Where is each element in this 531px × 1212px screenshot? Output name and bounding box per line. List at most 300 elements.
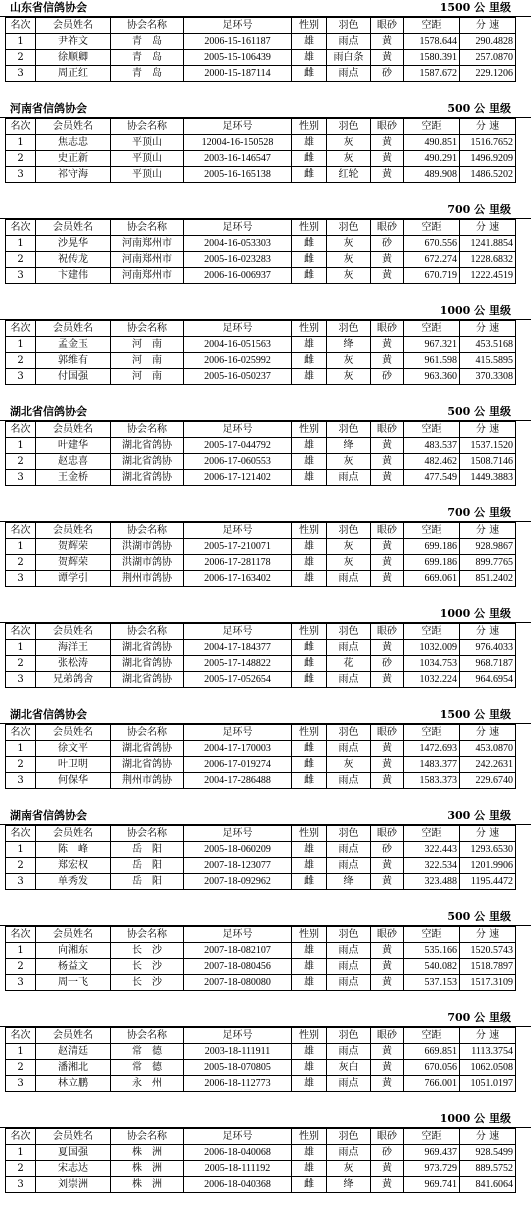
cell-color: 灰 xyxy=(327,369,371,385)
column-header-ring-number: 足环号 xyxy=(184,119,292,135)
cell-color: 红轮 xyxy=(327,167,371,183)
column-header-member-name: 会员姓名 xyxy=(36,1028,111,1044)
cell-eye: 黄 xyxy=(371,1177,404,1193)
cell-distance: 1032.224 xyxy=(404,672,460,688)
cell-rank: 1 xyxy=(6,842,36,858)
column-header-speed: 分 速 xyxy=(460,725,516,741)
cell-sex: 雌 xyxy=(292,874,327,890)
cell-ring-number: 2006-17-281178 xyxy=(184,555,292,571)
table-header-row xyxy=(6,1028,516,1044)
cell-speed: 1113.3754 xyxy=(460,1044,516,1060)
column-header-speed: 分 速 xyxy=(460,220,516,236)
cell-color: 灰 xyxy=(327,555,371,571)
cell-color: 灰 xyxy=(327,151,371,167)
column-header-distance: 空距 xyxy=(404,119,460,135)
table-row xyxy=(6,66,516,82)
column-header-eye: 眼砂 xyxy=(371,1028,404,1044)
table-row xyxy=(6,135,516,151)
column-header-member-name: 会员姓名 xyxy=(36,220,111,236)
cell-speed: 415.5895 xyxy=(460,353,516,369)
cell-sex: 雄 xyxy=(292,135,327,151)
cell-distance: 973.729 xyxy=(404,1161,460,1177)
column-header-distance: 空距 xyxy=(404,523,460,539)
cell-member-name: 谭学引 xyxy=(36,571,111,587)
cell-member-name: 祝传龙 xyxy=(36,252,111,268)
distance-class: 1000 公 里级 xyxy=(439,607,511,620)
column-header-color: 羽色 xyxy=(327,422,371,438)
cell-eye: 黄 xyxy=(371,268,404,284)
cell-color: 雨点 xyxy=(327,858,371,874)
cell-sex: 雌 xyxy=(292,268,327,284)
cell-color: 雨点 xyxy=(327,34,371,50)
cell-sex: 雄 xyxy=(292,571,327,587)
result-section xyxy=(0,1111,531,1212)
cell-rank: 2 xyxy=(6,757,36,773)
column-header-ring-number: 足环号 xyxy=(184,725,292,741)
cell-eye: 黄 xyxy=(371,337,404,353)
cell-speed: 1520.5743 xyxy=(460,943,516,959)
cell-club: 青 岛 xyxy=(111,34,184,50)
cell-color: 雨点 xyxy=(327,959,371,975)
section-header xyxy=(0,303,531,320)
cell-speed: 370.3308 xyxy=(460,369,516,385)
distance-class: 500 公 里级 xyxy=(447,102,511,115)
distance-class: 300 公 里级 xyxy=(447,809,511,822)
cell-distance: 969.437 xyxy=(404,1145,460,1161)
column-header-member-name: 会员姓名 xyxy=(36,321,111,337)
cell-speed: 928.5499 xyxy=(460,1145,516,1161)
results-table xyxy=(5,522,516,587)
cell-distance: 489.908 xyxy=(404,167,460,183)
cell-distance: 322.443 xyxy=(404,842,460,858)
cell-speed: 1516.7652 xyxy=(460,135,516,151)
column-header-member-name: 会员姓名 xyxy=(36,927,111,943)
column-header-rank: 名次 xyxy=(6,725,36,741)
column-header-club: 协会名称 xyxy=(111,1028,184,1044)
section-header xyxy=(0,505,531,522)
cell-sex: 雄 xyxy=(292,1161,327,1177)
cell-eye: 黄 xyxy=(371,135,404,151)
table-row xyxy=(6,672,516,688)
cell-rank: 2 xyxy=(6,656,36,672)
cell-rank: 3 xyxy=(6,66,36,82)
cell-member-name: 潘湘北 xyxy=(36,1060,111,1076)
cell-distance: 1483.377 xyxy=(404,757,460,773)
cell-distance: 670.719 xyxy=(404,268,460,284)
cell-speed: 1537.1520 xyxy=(460,438,516,454)
cell-club: 湖北省鸽协 xyxy=(111,454,184,470)
table-row xyxy=(6,337,516,353)
cell-eye: 黄 xyxy=(371,438,404,454)
cell-member-name: 林立鹏 xyxy=(36,1076,111,1092)
distance-class: 1000 公 里级 xyxy=(439,1112,511,1125)
cell-ring-number: 2006-15-161187 xyxy=(184,34,292,50)
cell-rank: 3 xyxy=(6,369,36,385)
column-header-color: 羽色 xyxy=(327,321,371,337)
cell-rank: 1 xyxy=(6,1044,36,1060)
cell-speed: 851.2402 xyxy=(460,571,516,587)
cell-eye: 黄 xyxy=(371,943,404,959)
column-header-club: 协会名称 xyxy=(111,422,184,438)
cell-ring-number: 2006-16-006937 xyxy=(184,268,292,284)
cell-sex: 雄 xyxy=(292,858,327,874)
results-table xyxy=(5,1128,516,1193)
cell-rank: 1 xyxy=(6,236,36,252)
cell-club: 湖北省鸽协 xyxy=(111,672,184,688)
cell-ring-number: 2005-15-106439 xyxy=(184,50,292,66)
column-header-rank: 名次 xyxy=(6,18,36,34)
cell-distance: 699.186 xyxy=(404,555,460,571)
column-header-distance: 空距 xyxy=(404,1129,460,1145)
table-row xyxy=(6,640,516,656)
cell-club: 株 洲 xyxy=(111,1177,184,1193)
table-row xyxy=(6,656,516,672)
result-section xyxy=(0,404,531,505)
table-header-row xyxy=(6,624,516,640)
cell-member-name: 夏国强 xyxy=(36,1145,111,1161)
cell-ring-number: 2005-16-023283 xyxy=(184,252,292,268)
cell-distance: 1034.753 xyxy=(404,656,460,672)
cell-rank: 1 xyxy=(6,741,36,757)
cell-distance: 1587.672 xyxy=(404,66,460,82)
column-header-distance: 空距 xyxy=(404,18,460,34)
column-header-rank: 名次 xyxy=(6,826,36,842)
cell-speed: 1241.8854 xyxy=(460,236,516,252)
column-header-eye: 眼砂 xyxy=(371,523,404,539)
cell-ring-number: 2005-17-210071 xyxy=(184,539,292,555)
cell-club: 河南郑州市 xyxy=(111,268,184,284)
column-header-club: 协会名称 xyxy=(111,220,184,236)
table-header-row xyxy=(6,927,516,943)
cell-speed: 1062.0508 xyxy=(460,1060,516,1076)
cell-eye: 黄 xyxy=(371,1161,404,1177)
cell-distance: 1032.009 xyxy=(404,640,460,656)
column-header-sex: 性别 xyxy=(292,321,327,337)
table-row xyxy=(6,858,516,874)
column-header-sex: 性别 xyxy=(292,1028,327,1044)
cell-member-name: 叶卫明 xyxy=(36,757,111,773)
cell-eye: 黄 xyxy=(371,757,404,773)
cell-member-name: 卞建伟 xyxy=(36,268,111,284)
cell-club: 湖北省鸽协 xyxy=(111,470,184,486)
cell-club: 湖北省鸽协 xyxy=(111,640,184,656)
table-header-row xyxy=(6,422,516,438)
cell-sex: 雄 xyxy=(292,1076,327,1092)
column-header-speed: 分 速 xyxy=(460,624,516,640)
cell-eye: 黄 xyxy=(371,1076,404,1092)
results-table xyxy=(5,623,516,688)
column-header-speed: 分 速 xyxy=(460,523,516,539)
cell-sex: 雌 xyxy=(292,741,327,757)
column-header-rank: 名次 xyxy=(6,220,36,236)
cell-distance: 490.851 xyxy=(404,135,460,151)
cell-club: 长 沙 xyxy=(111,943,184,959)
cell-rank: 3 xyxy=(6,773,36,789)
result-section xyxy=(0,606,531,707)
column-header-ring-number: 足环号 xyxy=(184,624,292,640)
cell-speed: 1496.9209 xyxy=(460,151,516,167)
cell-rank: 3 xyxy=(6,1177,36,1193)
cell-member-name: 周一飞 xyxy=(36,975,111,991)
column-header-eye: 眼砂 xyxy=(371,18,404,34)
column-header-rank: 名次 xyxy=(6,927,36,943)
cell-sex: 雌 xyxy=(292,640,327,656)
column-header-club: 协会名称 xyxy=(111,624,184,640)
cell-color: 灰 xyxy=(327,135,371,151)
cell-distance: 490.291 xyxy=(404,151,460,167)
section-header xyxy=(0,606,531,623)
section-header xyxy=(0,1111,531,1128)
table-row xyxy=(6,874,516,890)
column-header-distance: 空距 xyxy=(404,624,460,640)
distance-class: 700 公 里级 xyxy=(447,203,511,216)
cell-distance: 540.082 xyxy=(404,959,460,975)
cell-eye: 黄 xyxy=(371,34,404,50)
cell-ring-number: 2000-15-187114 xyxy=(184,66,292,82)
column-header-sex: 性别 xyxy=(292,826,327,842)
cell-speed: 1293.6530 xyxy=(460,842,516,858)
cell-member-name: 宋志达 xyxy=(36,1161,111,1177)
cell-rank: 2 xyxy=(6,555,36,571)
cell-member-name: 焦志忠 xyxy=(36,135,111,151)
cell-ring-number: 2005-18-111192 xyxy=(184,1161,292,1177)
cell-sex: 雄 xyxy=(292,438,327,454)
column-header-color: 羽色 xyxy=(327,1028,371,1044)
cell-eye: 黄 xyxy=(371,454,404,470)
table-row xyxy=(6,959,516,975)
cell-member-name: 徐文平 xyxy=(36,741,111,757)
cell-sex: 雄 xyxy=(292,1060,327,1076)
result-section xyxy=(0,505,531,606)
table-row xyxy=(6,975,516,991)
result-section xyxy=(0,1010,531,1111)
cell-member-name: 单秀发 xyxy=(36,874,111,890)
column-header-club: 协会名称 xyxy=(111,119,184,135)
cell-club: 河 南 xyxy=(111,337,184,353)
cell-club: 长 沙 xyxy=(111,975,184,991)
table-row xyxy=(6,470,516,486)
cell-rank: 2 xyxy=(6,252,36,268)
cell-eye: 砂 xyxy=(371,842,404,858)
table-row xyxy=(6,773,516,789)
cell-member-name: 贺辉荣 xyxy=(36,539,111,555)
table-header-row xyxy=(6,18,516,34)
cell-sex: 雌 xyxy=(292,656,327,672)
cell-rank: 1 xyxy=(6,640,36,656)
cell-eye: 黄 xyxy=(371,741,404,757)
cell-eye: 黄 xyxy=(371,555,404,571)
column-header-eye: 眼砂 xyxy=(371,927,404,943)
cell-speed: 968.7187 xyxy=(460,656,516,672)
cell-member-name: 周正红 xyxy=(36,66,111,82)
cell-color: 绛 xyxy=(327,337,371,353)
cell-eye: 砂 xyxy=(371,1145,404,1161)
column-header-club: 协会名称 xyxy=(111,18,184,34)
cell-color: 灰白 xyxy=(327,1060,371,1076)
cell-eye: 砂 xyxy=(371,369,404,385)
cell-eye: 黄 xyxy=(371,50,404,66)
column-header-sex: 性别 xyxy=(292,422,327,438)
cell-sex: 雌 xyxy=(292,252,327,268)
column-header-distance: 空距 xyxy=(404,927,460,943)
cell-ring-number: 2007-18-082107 xyxy=(184,943,292,959)
cell-speed: 964.6954 xyxy=(460,672,516,688)
section-header xyxy=(0,202,531,219)
cell-eye: 黄 xyxy=(371,470,404,486)
cell-rank: 1 xyxy=(6,539,36,555)
cell-color: 灰 xyxy=(327,236,371,252)
cell-sex: 雌 xyxy=(292,757,327,773)
results-table xyxy=(5,118,516,183)
cell-speed: 229.6740 xyxy=(460,773,516,789)
table-header-row xyxy=(6,826,516,842)
cell-color: 雨点 xyxy=(327,943,371,959)
table-row xyxy=(6,236,516,252)
cell-rank: 3 xyxy=(6,672,36,688)
cell-club: 河南郑州市 xyxy=(111,236,184,252)
column-header-color: 羽色 xyxy=(327,523,371,539)
cell-ring-number: 12004-16-150528 xyxy=(184,135,292,151)
cell-distance: 967.321 xyxy=(404,337,460,353)
cell-rank: 3 xyxy=(6,268,36,284)
table-row xyxy=(6,1076,516,1092)
cell-member-name: 尹祚文 xyxy=(36,34,111,50)
cell-sex: 雌 xyxy=(292,773,327,789)
results-table xyxy=(5,17,516,82)
cell-rank: 2 xyxy=(6,1161,36,1177)
result-section xyxy=(0,303,531,404)
column-header-rank: 名次 xyxy=(6,624,36,640)
cell-ring-number: 2006-18-040068 xyxy=(184,1145,292,1161)
cell-member-name: 杨益文 xyxy=(36,959,111,975)
cell-color: 花 xyxy=(327,656,371,672)
cell-speed: 889.5752 xyxy=(460,1161,516,1177)
section-header xyxy=(0,0,531,17)
table-row xyxy=(6,943,516,959)
cell-ring-number: 2005-18-070805 xyxy=(184,1060,292,1076)
cell-color: 雨点 xyxy=(327,842,371,858)
cell-member-name: 向湘东 xyxy=(36,943,111,959)
cell-color: 雨点 xyxy=(327,1145,371,1161)
cell-ring-number: 2005-16-165138 xyxy=(184,167,292,183)
distance-class: 700 公 里级 xyxy=(447,506,511,519)
column-header-member-name: 会员姓名 xyxy=(36,523,111,539)
table-row xyxy=(6,539,516,555)
cell-color: 灰 xyxy=(327,353,371,369)
cell-sex: 雄 xyxy=(292,539,327,555)
cell-speed: 1222.4519 xyxy=(460,268,516,284)
column-header-sex: 性别 xyxy=(292,1129,327,1145)
results-table xyxy=(5,1027,516,1092)
cell-member-name: 兄弟鸽舍 xyxy=(36,672,111,688)
column-header-club: 协会名称 xyxy=(111,321,184,337)
cell-rank: 2 xyxy=(6,50,36,66)
cell-eye: 黄 xyxy=(371,571,404,587)
distance-class: 700 公 里级 xyxy=(447,1011,511,1024)
cell-eye: 黄 xyxy=(371,1060,404,1076)
cell-rank: 2 xyxy=(6,151,36,167)
cell-club: 株 洲 xyxy=(111,1145,184,1161)
table-row xyxy=(6,353,516,369)
cell-eye: 黄 xyxy=(371,773,404,789)
column-header-club: 协会名称 xyxy=(111,523,184,539)
cell-eye: 黄 xyxy=(371,959,404,975)
column-header-ring-number: 足环号 xyxy=(184,220,292,236)
cell-speed: 290.4828 xyxy=(460,34,516,50)
table-header-row xyxy=(6,220,516,236)
association-name: 河南省信鸽协会 xyxy=(10,102,87,115)
cell-color: 灰 xyxy=(327,539,371,555)
column-header-eye: 眼砂 xyxy=(371,725,404,741)
table-row xyxy=(6,454,516,470)
cell-sex: 雄 xyxy=(292,555,327,571)
column-header-club: 协会名称 xyxy=(111,826,184,842)
distance-class: 1000 公 里级 xyxy=(439,304,511,317)
cell-eye: 黄 xyxy=(371,353,404,369)
cell-rank: 2 xyxy=(6,959,36,975)
cell-club: 荆州市鸽协 xyxy=(111,773,184,789)
cell-ring-number: 2004-16-053303 xyxy=(184,236,292,252)
association-name: 湖北省信鸽协会 xyxy=(10,708,87,721)
column-header-ring-number: 足环号 xyxy=(184,1028,292,1044)
table-row xyxy=(6,50,516,66)
table-header-row xyxy=(6,321,516,337)
column-header-distance: 空距 xyxy=(404,725,460,741)
cell-eye: 砂 xyxy=(371,66,404,82)
cell-rank: 3 xyxy=(6,571,36,587)
cell-club: 洪湖市鸽协 xyxy=(111,539,184,555)
cell-distance: 483.537 xyxy=(404,438,460,454)
results-table xyxy=(5,724,516,789)
table-header-row xyxy=(6,1129,516,1145)
column-header-color: 羽色 xyxy=(327,826,371,842)
cell-ring-number: 2006-17-163402 xyxy=(184,571,292,587)
result-section xyxy=(0,0,531,101)
cell-club: 青 岛 xyxy=(111,66,184,82)
distance-class: 1500 公 里级 xyxy=(439,708,511,721)
column-header-speed: 分 速 xyxy=(460,119,516,135)
column-header-rank: 名次 xyxy=(6,1129,36,1145)
cell-eye: 黄 xyxy=(371,975,404,991)
cell-speed: 1051.0197 xyxy=(460,1076,516,1092)
table-row xyxy=(6,252,516,268)
cell-club: 平顶山 xyxy=(111,151,184,167)
cell-ring-number: 2004-17-184377 xyxy=(184,640,292,656)
cell-ring-number: 2006-17-121402 xyxy=(184,470,292,486)
cell-color: 灰 xyxy=(327,454,371,470)
cell-ring-number: 2006-18-112773 xyxy=(184,1076,292,1092)
cell-member-name: 付国强 xyxy=(36,369,111,385)
cell-distance: 766.001 xyxy=(404,1076,460,1092)
column-header-speed: 分 速 xyxy=(460,1129,516,1145)
association-name: 湖南省信鸽协会 xyxy=(10,809,87,822)
cell-ring-number: 2006-16-025992 xyxy=(184,353,292,369)
cell-speed: 257.0870 xyxy=(460,50,516,66)
cell-eye: 黄 xyxy=(371,640,404,656)
column-header-eye: 眼砂 xyxy=(371,422,404,438)
cell-distance: 670.556 xyxy=(404,236,460,252)
column-header-distance: 空距 xyxy=(404,220,460,236)
column-header-sex: 性别 xyxy=(292,624,327,640)
cell-eye: 黄 xyxy=(371,539,404,555)
column-header-speed: 分 速 xyxy=(460,927,516,943)
column-header-eye: 眼砂 xyxy=(371,826,404,842)
cell-ring-number: 2003-18-111911 xyxy=(184,1044,292,1060)
cell-member-name: 郭维有 xyxy=(36,353,111,369)
cell-speed: 1517.3109 xyxy=(460,975,516,991)
column-header-member-name: 会员姓名 xyxy=(36,18,111,34)
cell-club: 湖北省鸽协 xyxy=(111,438,184,454)
